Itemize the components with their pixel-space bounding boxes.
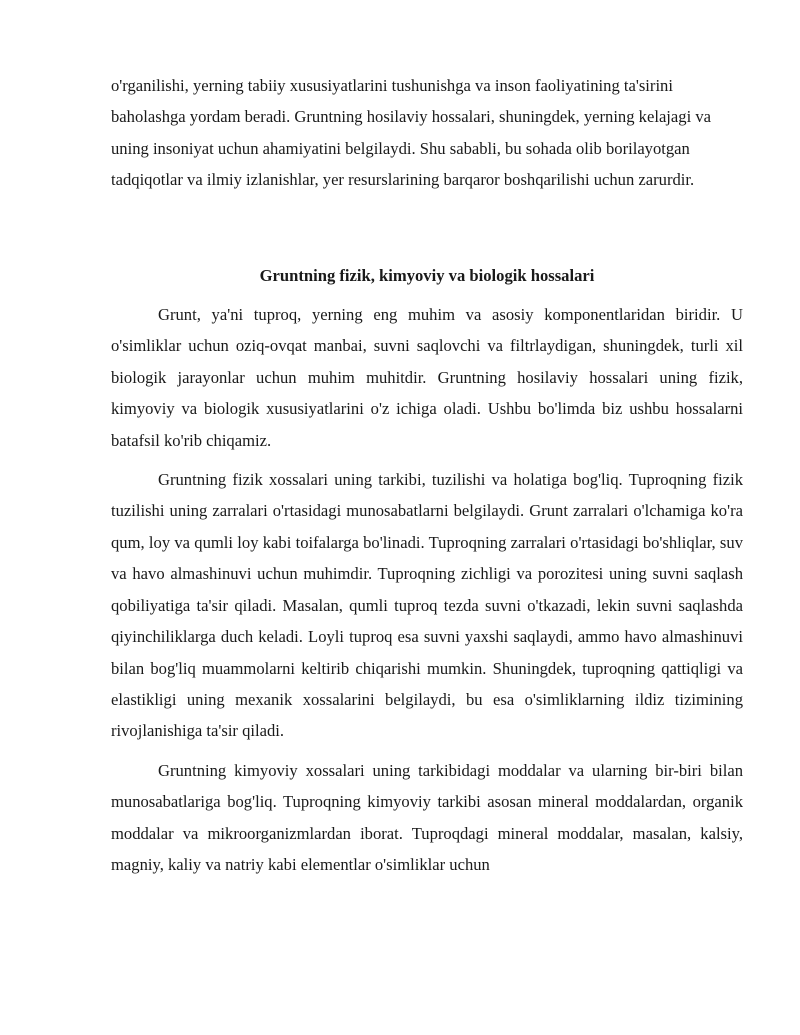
paragraph-chemical-properties: Gruntning kimyoviy xossalari uning tarkibidagi moddalar va ularning bir-biri bilan munosabatlariga bog'liq. Tuproqning kimyoviy tarkibi asosan mineral moddalardan, organik moddalar va mikroorganizmlardan iborat. Tuproqdagi mineral moddalar, masalan, kalsiy, magniy, kaliy va natriy kabi elementlar o'simliklar uchun [111, 760, 743, 874]
paragraph-spacer [111, 747, 743, 755]
paragraph-continuation: o'rganilishi, yerning tabiiy xususiyatlarini tushunishga va inson faoliyatining ta'sirini baholashga yordam beradi. Gruntning hosilaviy hossalari, shuningdek, yerning kelajagi va uning insoniyat uchun ahamiyatini belgilaydi. Shu sababli, bu sohada olib borilayotgan tadqiqotlar va ilmiy izlanishlar, yer resurslarining barqaror boshqarilishi uchun zarurdir. [111, 76, 712, 190]
paragraph-physical-properties: Gruntning fizik xossalari uning tarkibi, tuzilishi va holatiga bog'liq. Tuproqning fizik tuzilishi uning zarralari o'rtasidagi munosabatlarni belgilaydi. Grunt zarralari o'lchamiga ko'ra qum, loy va qumli loy kabi toifalarga bo'linadi. Tuproqning zarralari o'rtasidagi bo'shliqlar, suv va havo almashinuvi uchun muhimdir. Tuproqning zichligi va porozitesi uning suvni saqlash qobiliyatiga ta'sir qiladi. Masalan, qumli tuproq tezda suvni o'tkazadi, lekin suvni saqlashda qiyinchiliklarga duch keladi. Loyli tuproq esa suvni yaxshi saqlaydi, ammo havo almashinuvi bilan bog'liq muammolarni keltirib chiqarishi mumkin. Shuningdek, tuproqning qattiqligi va elastikligi uning mexanik xossalarini belgilaydi, bu esa o'simliklarning ildiz tizimining rivojlanishiga ta'sir qiladi. [111, 470, 743, 741]
section-heading: Gruntning fizik, kimyoviy va biologik hossalari [259, 265, 595, 285]
paragraph-spacer [111, 291, 743, 299]
document-page [111, 70, 743, 880]
paragraph-intro: Grunt, ya'ni tuproq, yerning eng muhim va asosiy komponentlaridan biridir. U o'simliklar uchun oziq-ovqat manbai, suvni saqlovchi va filtrlaydigan, shuningdek, turli xil biologik jarayonlar uchun muhim muhitdir. Gruntning hosilaviy hossalari uning fizik, kimyoviy va biologik xususiyatlarini o'z ichiga oladi. Ushbu bo'limda biz ushbu hossalarni batafsil ko'rib chiqamiz. [111, 305, 743, 450]
section-spacer [111, 196, 743, 260]
paragraph-spacer [111, 456, 743, 464]
